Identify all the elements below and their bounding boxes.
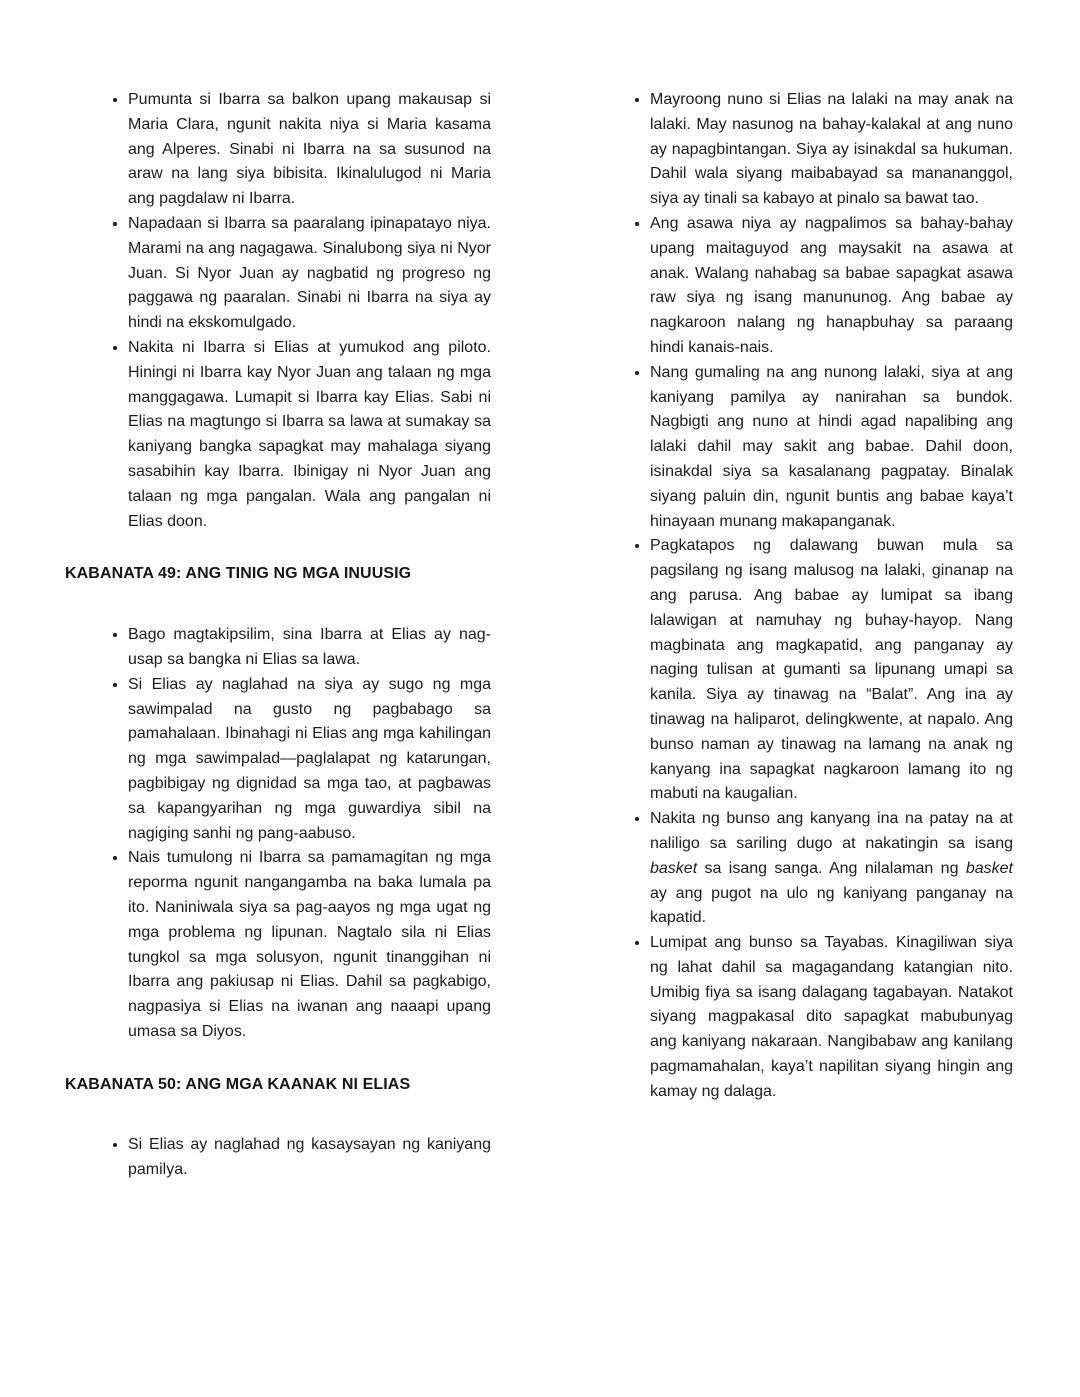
right-column bbox=[587, 88, 1013, 1183]
list-item: • Mayroong nuno si Elias na lalaki na may anak na lalaki. May nasunog na bahay-kalakal at ang nuno ay napagbintangan. Siya ay isinakdal sa hukuman. Dahil wala siyang maibabayad sa manananggol, siya ay tinali sa kabayo at pinalo sa bawat tao. bbox=[650, 88, 1013, 212]
list-item: • Ang asawa niya ay nagpalimos sa bahay-bahay upang maitaguyod ang maysakit na asawa at anak. Walang nahabag sa babae sapagkat asawa raw siya ng isang manununog. Ang babae ay nagkaroon nalang ng hanapbuhay sa paraang hindi kanais-nais. bbox=[650, 212, 1013, 361]
list-item: • Si Elias ay naglahad ng kasaysayan ng kaniyang pamilya. bbox=[128, 1133, 491, 1183]
list-item: • Nais tumulong ni Ibarra sa pamamagitan ng mga reporma ngunit nangangamba na baka lumala pa ito. Naniniwala siya sa pag-aayos ng mga ugat ng mga problema ng lipunan. Nagtalo sila ni Elias tungkol sa mga solusyon, ngunit tinanggihan ni Ibarra ang pakiusap ni Elias. Dahil sa pagkabigo, nagpasiya si Elias na iwanan ang naaapi upang umasa sa Diyos. bbox=[128, 846, 491, 1044]
italic-text: basket bbox=[650, 859, 698, 877]
text-segment: ay ang pugot na ulo ng kaniyang panganay na kapatid. bbox=[650, 884, 1013, 927]
chapter-50-bullet-list bbox=[65, 1133, 491, 1183]
list-item: • Nang gumaling na ang nunong lalaki, siya at ang kaniyang pamilya ay nanirahan sa bundok. Nagbigti ang nuno at hindi agad napalibing ang lalaki dahil may sakit ang babae. Dahil doon, isinakdal siya sa kasalanang pagpatay. Binalak siyang paluin din, ngunit buntis ang babae kaya’t hinayaan munang makapanganak. bbox=[650, 361, 1013, 535]
list-item: • Nakita ni Ibarra si Elias at yumukod ang piloto. Hiningi ni Ibarra kay Nyor Juan ang talaan ng mga manggagawa. Lumapit si Ibarra kay Elias. Sabi ni Elias na magtungo si Ibarra sa lawa at sumakay sa kaniyang bangka sapagkat may mahalaga siyang sasabihin kay Ibarra. Ibinigay ni Nyor Juan ang talaan ng mga pangalan. Wala ang pangalan ni Elias doon. bbox=[128, 336, 491, 534]
text-segment: Nakita ng bunso ang kanyang ina na patay na at naliligo sa sariling dugo at nakatingin sa isang bbox=[650, 810, 1013, 852]
list-item: • Si Elias ay naglahad na siya ay sugo ng mga sawimpalad na gusto ng pagbabago sa pamahalaan. Ibinahagi ni Elias ang mga kahilingan ng mga sawimpalad—paglalapat ng katarungan, pagbibigay ng dignidad sa mga tao, at pagbawas sa kapangyarihan ng mga guwardiya sibil na nagiging sanhi ng pang-aabuso. bbox=[128, 673, 491, 847]
two-column-layout bbox=[65, 88, 1013, 1183]
chapter-50-heading: KABANATA 50: ANG MGA KAANAK NI ELIAS bbox=[65, 1075, 411, 1093]
italic-text: basket bbox=[965, 859, 1013, 877]
chapter-49-heading: KABANATA 49: ANG TINIG NG MGA INUUSIG bbox=[65, 565, 412, 583]
list-item: • Bago magtakipsilim, sina Ibarra at Elias ay nag-usap sa bangka ni Elias sa lawa. bbox=[128, 623, 491, 673]
chapter-48-bullet-list bbox=[65, 88, 491, 534]
list-item: • Lumipat ang bunso sa Tayabas. Kinagiliwan siya ng lahat dahil sa magagandang katangian nito. Umibig fiya sa isang dalagang tagabayan. Natakot siyang magpakasal dito sapagkat mabubunyag ang kaniyang nakaraan. Nangibabaw ang kanilang pagmamahalan, kaya’t napilitan siyang hingin ang kamay ng dalaga. bbox=[650, 931, 1013, 1105]
chapter-50-bullet-list-continued bbox=[587, 88, 1013, 1105]
text-segment: sa isang sanga. Ang nilalaman ng bbox=[697, 859, 966, 877]
list-item: • Pumunta si Ibarra sa balkon upang makausap si Maria Clara, ngunit nakita niya si Maria kasama ang Alperes. Sinabi ni Ibarra na sa susunod na araw na lang siya bibisita. Ikinalulugod ni Maria ang pagdalaw ni Ibarra. bbox=[128, 88, 491, 212]
left-column bbox=[65, 88, 491, 1183]
chapter-49-bullet-list bbox=[65, 623, 491, 1045]
list-item bbox=[650, 807, 1013, 931]
list-item: • Pagkatapos ng dalawang buwan mula sa pagsilang ng isang malusog na lalaki, ginanap na ang parusa. Ang babae ay lumipat sa ibang lalawigan at namuhay ng buhay-hayop. Nang magbinata ang magkapatid, ang panganay ay naging tulisan at gumanti sa lipunang umapi sa kanila. Siya ay tinawag na “Balat”. Ang ina ay tinawag na haliparot, delingkwente, at napalo. Ang bunso naman ay tinawag na lamang na anak ng kanyang ina sapagkat nagkaroon lamang ito ng mabuti na kaugalian. bbox=[650, 534, 1013, 807]
list-item: • Napadaan si Ibarra sa paaralang ipinapatayo niya. Marami na ang nagagawa. Sinalubong siya ni Nyor Juan. Si Nyor Juan ay nagbatid ng progreso ng paggawa ng paaralan. Sinabi ni Ibarra na siya ay hindi na ekskomulgado. bbox=[128, 212, 491, 336]
